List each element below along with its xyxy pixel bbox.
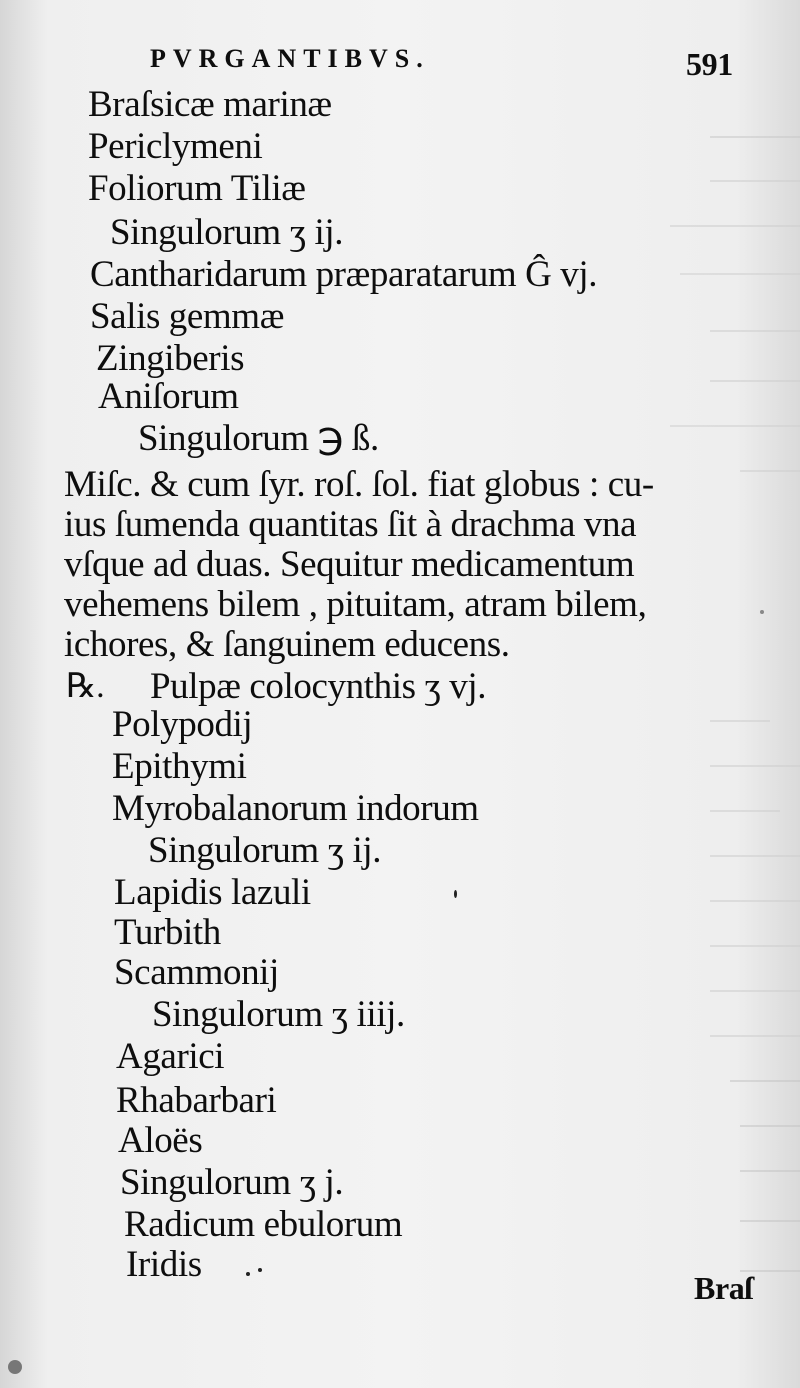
- catchword: Braſ: [694, 1270, 753, 1306]
- paragraph-line: vſque ad duas. Sequitur medicamentum: [64, 544, 635, 585]
- recipe-line: Scammonij: [114, 952, 279, 993]
- recipe-line: Iridis: [126, 1244, 202, 1285]
- recipe-line: Radicum ebulorum: [124, 1204, 403, 1245]
- recipe-line: Salis gemmæ: [90, 296, 284, 337]
- ink-speck: [246, 1272, 250, 1276]
- paragraph-line: Miſc. & cum ſyr. roſ. ſol. fiat globus : cu-: [64, 464, 654, 505]
- recipe-dose-line: Singulorum ʒ iiij.: [152, 994, 405, 1035]
- ink-speck: [258, 1268, 262, 1272]
- recipe-line: Myrobalanorum indorum: [112, 788, 479, 829]
- recipe-symbol: ℞.: [66, 668, 105, 705]
- ink-speck: [760, 610, 764, 614]
- paragraph-line: ius ſumenda quantitas ſit à drachma vna: [64, 504, 637, 545]
- recipe-line: Turbith: [114, 912, 221, 953]
- recipe-line: Epithymi: [112, 746, 247, 787]
- running-head: PVRGANTIBVS.: [150, 44, 430, 73]
- recipe-line: Braſsicæ marinæ: [88, 84, 332, 125]
- recipe-line: Agarici: [116, 1036, 225, 1077]
- ink-speck: [454, 890, 457, 898]
- recipe-dose-line: Singulorum ʒ j.: [120, 1162, 344, 1203]
- recipe-line: Zingiberis: [96, 338, 245, 379]
- recipe-line: Cantharidarum præparatarum Ĝ vj.: [90, 254, 598, 295]
- recipe-dose-line: Singulorum ℈ ß.: [138, 418, 379, 459]
- recipe-line: Foliorum Tiliæ: [88, 168, 306, 209]
- page-number: 591: [686, 46, 733, 82]
- recipe-line: Polypodij: [112, 704, 253, 745]
- recipe-line: Rhabarbari: [116, 1080, 277, 1121]
- ink-speck: [8, 1360, 22, 1374]
- paragraph-line: vehemens bilem , pituitam, atram bilem,: [64, 584, 647, 625]
- recipe-dose-line: Singulorum ʒ ij.: [110, 212, 344, 253]
- recipe-line: Aniſorum: [98, 376, 239, 417]
- recipe-dose-line: Singulorum ʒ ij.: [148, 830, 382, 871]
- recipe-line: Aloës: [118, 1120, 203, 1161]
- recipe-line: Pulpæ colocynthis ʒ vj.: [150, 666, 487, 707]
- recipe-line: Periclymeni: [88, 126, 263, 167]
- recipe-line: Lapidis lazuli: [114, 872, 311, 913]
- paragraph-line: ichores, & ſanguinem educens.: [64, 624, 510, 665]
